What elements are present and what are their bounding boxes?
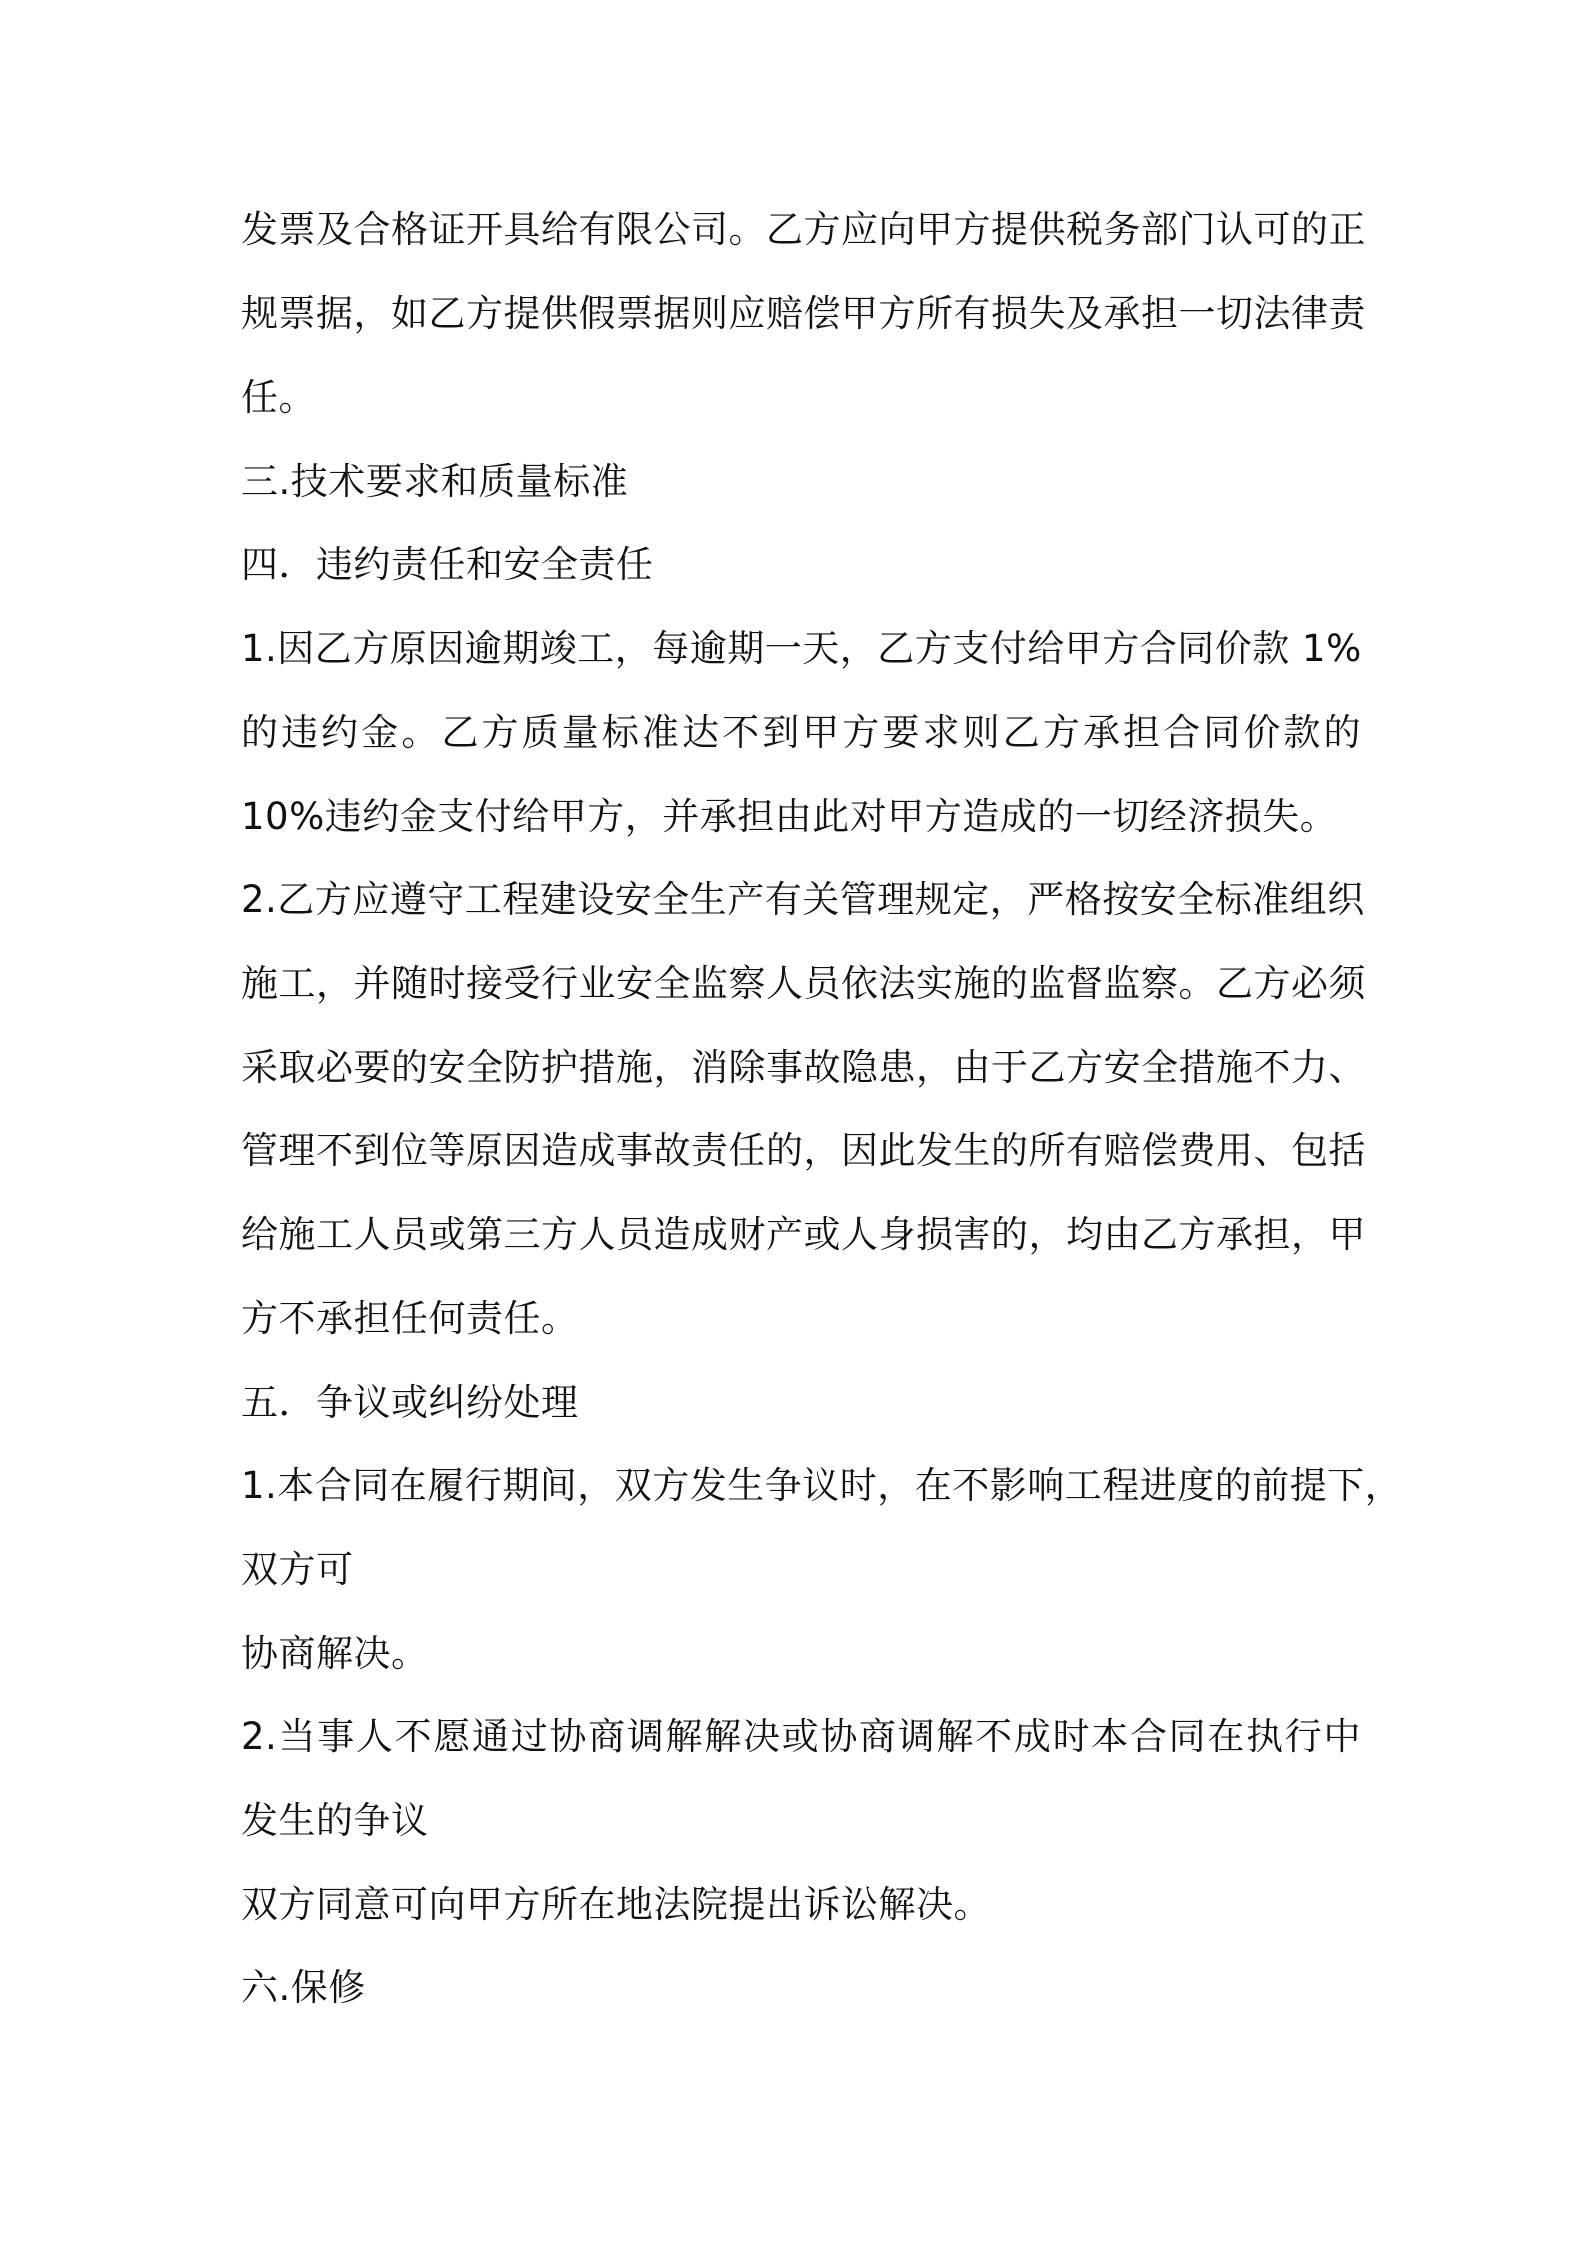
paragraph-line: 发票及合格证开具给有限公司。乙方应向甲方提供税务部门认可的正: [241, 208, 1366, 251]
paragraph-line: 1.本合同在履行期间，双方发生争议时，在不影响工程进度的前提下，: [241, 1464, 1403, 1507]
paragraph-line: 规票据，如乙方提供假票据则应赔偿甲方所有损失及承担一切法律责: [241, 292, 1366, 335]
paragraph-line: 1.因乙方原因逾期竣工，每逾期一天，乙方支付给甲方合同价款 1%: [241, 627, 1362, 670]
paragraph-line: 2.当事人不愿通过协商调解解决或协商调解不成时本合同在执行中: [241, 1715, 1361, 1758]
paragraph-line: 发生的争议: [241, 1799, 429, 1842]
section-heading: 三.技术要求和质量标准: [241, 460, 629, 503]
paragraph-line: 2.乙方应遵守工程建设安全生产有关管理规定，严格按安全标准组织: [241, 878, 1365, 921]
paragraph-line: 10%违约金支付给甲方，并承担由此对甲方造成的一切经济损失。: [241, 795, 1338, 838]
paragraph-line: 采取必要的安全防护措施，消除事故隐患，由于乙方安全措施不力、: [241, 1046, 1366, 1089]
paragraph-line: 的违约金。乙方质量标准达不到甲方要求则乙方承担合同价款的: [241, 711, 1361, 754]
paragraph-line: 给施工人员或第三方人员造成财产或人身损害的，均由乙方承担，甲: [241, 1213, 1366, 1256]
paragraph-line: 双方同意可向甲方所在地法院提出诉讼解决。: [241, 1883, 991, 1926]
section-heading: 六.保修: [241, 1966, 366, 2009]
section-heading: 四．违约责任和安全责任: [241, 543, 654, 586]
paragraph-line: 协商解决。: [241, 1632, 429, 1675]
paragraph-line: 施工，并随时接受行业安全监察人员依法实施的监督监察。乙方必须: [241, 962, 1366, 1005]
paragraph-line: 任。: [241, 376, 316, 419]
paragraph-line: 方不承担任何责任。: [241, 1297, 579, 1340]
section-heading: 五．争议或纠纷处理: [241, 1381, 579, 1424]
paragraph-line: 管理不到位等原因造成事故责任的，因此发生的所有赔偿费用、包括: [241, 1129, 1366, 1172]
paragraph-line: 双方可: [241, 1548, 354, 1591]
